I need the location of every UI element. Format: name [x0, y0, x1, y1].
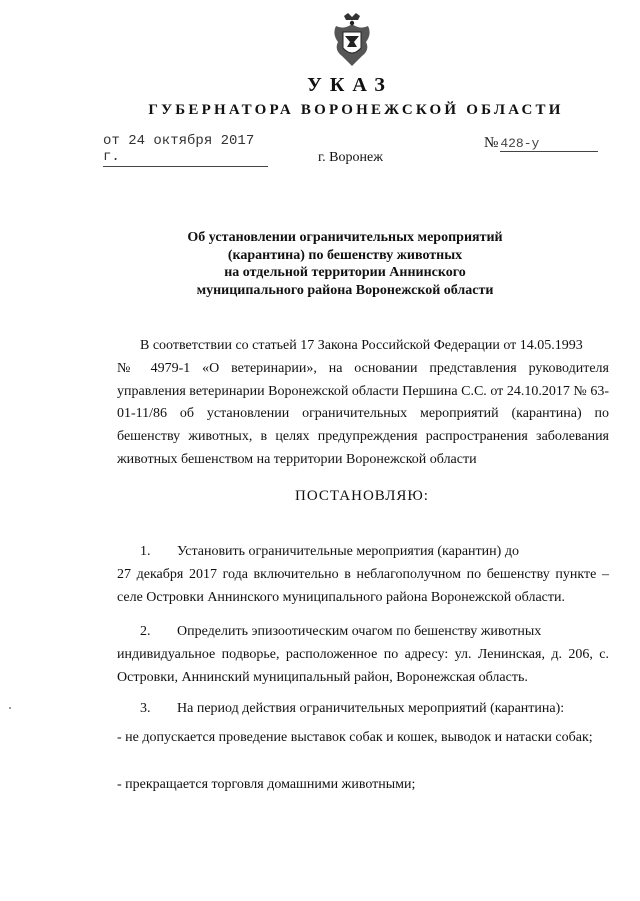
item-lead: Определить эпизоотическим очагом по бешенству животных — [177, 624, 542, 639]
heading-line: (карантина) по бешенству животных — [227, 247, 463, 263]
item-3 — [117, 698, 609, 721]
coat-of-arms-icon — [330, 12, 374, 70]
item-1 — [117, 541, 609, 609]
heading-line: Об установлении ограничительных мероприятий — [187, 230, 503, 245]
list-item — [117, 774, 609, 797]
heading-line: муниципального района Воронежской области — [196, 282, 494, 298]
item-number: 3. — [140, 701, 151, 716]
item-rest: 27 декабря 2017 года включительно в неблагополучном по бешенству пункте – селе Островки Аннинского муниципального района Воронежской области. — [117, 566, 609, 605]
item-2 — [117, 621, 609, 689]
city-name: г. Воронеж — [318, 150, 383, 165]
number-sign: № — [484, 135, 499, 151]
preamble-paragraph — [117, 335, 609, 472]
heading-line: на отдельной территории Аннинского — [224, 265, 466, 280]
preamble-rest: № 4979-1 «О ветеринарии», на основании представления руководителя управления ветеринарии Воронежской области Першина С.С. от 24.10.2017 № 63-01-11/86 об установлении ограничительных мероприятий (карантина) по бешенству животных, в целях предупреждения распространения заболевания животных бешенством на территории Воронежской области — [117, 360, 609, 467]
item-number: 1. — [140, 544, 151, 559]
document-heading — [120, 229, 570, 299]
bullet-text: - не допускается проведение выставок собак и кошек, выводок и натаски собак; — [117, 730, 593, 745]
bullet-text: - прекращается торговля домашними животными; — [117, 777, 416, 792]
decree-date: от 24 октября 2017 г. — [103, 133, 268, 167]
item-number: 2. — [140, 624, 151, 639]
decree-number: 428-у — [500, 136, 598, 152]
item-rest: индивидуальное подворье, расположенное по адресу: ул. Ленинская, д. 206, с. Островки, Аннинский муниципальный район, Воронежская область. — [117, 646, 609, 685]
preamble-lead: В соответствии со статьей 17 Закона Российской Федерации от 14.05.1993 — [140, 338, 583, 353]
list-item — [117, 727, 609, 750]
decree-number-field — [484, 134, 610, 152]
decree-title: УКАЗ — [307, 74, 393, 96]
item-lead: На период действия ограничительных мероприятий (карантина): — [177, 701, 565, 716]
decree-word: ПОСТАНОВЛЯЮ: — [295, 488, 429, 504]
scan-speck — [9, 707, 11, 709]
item-lead: Установить ограничительные мероприятия (карантин) до — [177, 544, 519, 559]
decree-issuer: ГУБЕРНАТОРА ВОРОНЕЖСКОЙ ОБЛАСТИ — [148, 102, 564, 118]
